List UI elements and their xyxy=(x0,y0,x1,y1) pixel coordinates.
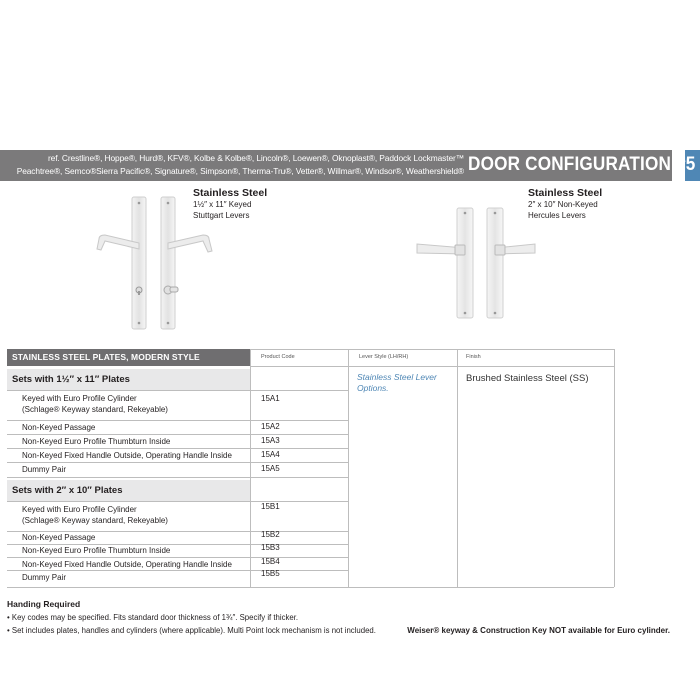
product-code: 15A3 xyxy=(261,436,280,445)
table-row: Dummy Pair xyxy=(22,465,67,474)
section-title: Sets with 2″ x 10″ Plates xyxy=(7,480,250,501)
table-row: Non-Keyed Fixed Handle Outside, Operating Handle Inside xyxy=(22,560,232,569)
table-row xyxy=(7,393,250,415)
table-row: Dummy Pair xyxy=(22,573,67,582)
row-name: Keyed with Euro Profile Cylinder xyxy=(22,505,137,514)
grid-line xyxy=(7,434,348,435)
hercules-lever-set-image xyxy=(405,200,545,325)
grid-line xyxy=(7,501,348,502)
page-title: DOOR CONFIGURATION #5 xyxy=(468,153,696,175)
grid-line xyxy=(614,349,615,587)
grid-line xyxy=(457,349,458,587)
grid-line xyxy=(7,420,348,421)
product-code: 15A4 xyxy=(261,450,280,459)
product-code: 15A5 xyxy=(261,464,280,473)
product-code: 15B1 xyxy=(261,502,280,511)
table-header: STAINLESS STEEL PLATES, MODERN STYLE xyxy=(7,349,250,366)
grid-line xyxy=(7,557,348,558)
product-code: 15B5 xyxy=(261,569,280,578)
table-row: Non-Keyed Euro Profile Thumbturn Inside xyxy=(22,546,171,555)
finish-value: Brushed Stainless Steel (SS) xyxy=(466,373,589,384)
product-size: 2″ x 10″ Non-Keyed xyxy=(528,200,598,209)
product-code: 15A2 xyxy=(261,422,280,431)
col-lever-style: Lever Style (LH/RH) xyxy=(359,354,409,360)
note-set-includes: • Set includes plates, handles and cylinders (where applicable). Multi Point lock mechanism is not included. xyxy=(7,626,376,635)
col-finish: Finish xyxy=(466,354,481,360)
grid-line xyxy=(7,462,348,463)
product-title: Stainless Steel xyxy=(528,187,603,199)
compatibility-refs xyxy=(17,152,464,178)
section-title: Sets with 1½″ x 11″ Plates xyxy=(7,369,250,390)
col-product-code: Product Code xyxy=(261,354,295,360)
grid-line xyxy=(250,349,614,350)
product-code: 15A1 xyxy=(261,394,280,403)
table-row: Non-Keyed Passage xyxy=(22,423,96,432)
grid-line xyxy=(7,570,348,571)
product-size: 1½″ x 11″ Keyed xyxy=(193,200,252,209)
stuttgart-lever-set-image xyxy=(75,195,235,335)
table-row: Non-Keyed Euro Profile Thumbturn Inside xyxy=(22,437,171,446)
table-row: Non-Keyed Fixed Handle Outside, Operating Handle Inside xyxy=(22,451,232,460)
row-name: Keyed with Euro Profile Cylinder xyxy=(22,394,137,403)
grid-line xyxy=(7,477,348,478)
product-table xyxy=(7,349,614,587)
row-sub: (Schlage® Keyway standard, Rekeyable) xyxy=(22,405,168,414)
product-lever: Stuttgart Levers xyxy=(193,210,250,220)
grid-line xyxy=(7,587,614,588)
product-lever: Hercules Levers xyxy=(528,210,586,220)
grid-line xyxy=(7,390,348,391)
lever-options-link[interactable]: Stainless Steel Lever Options. xyxy=(357,372,437,393)
keyway-warning: Weiser® keyway & Construction Key NOT available for Euro cylinder. xyxy=(407,626,670,635)
product-title: Stainless Steel xyxy=(193,187,268,199)
refs-line-2: Peachtree®, Semco®Sierra Pacific®, Signature®, Simpson®, Therma-Tru®, Vetter®, Willmar®, Windsor®, Weathershield® xyxy=(16,166,464,176)
grid-line xyxy=(348,349,349,587)
table-row: Non-Keyed Passage xyxy=(22,533,96,542)
handing-heading: Handing Required xyxy=(7,599,81,609)
grid-line xyxy=(250,366,614,367)
grid-line xyxy=(250,349,251,587)
refs-line-1: ref. Crestline®, Hoppe®, Hurd®, KFV®, Kolbe & Kolbe®, Lincoln®, Loewen®, Oknoplast®, Paddock Lockmaster™ xyxy=(47,153,464,163)
product-code: 15B4 xyxy=(261,557,280,566)
table-row xyxy=(7,504,250,526)
grid-line xyxy=(7,448,348,449)
product-code: 15B2 xyxy=(261,530,280,539)
product-code: 15B3 xyxy=(261,543,280,552)
row-sub: (Schlage® Keyway standard, Rekeyable) xyxy=(22,516,168,525)
note-key-codes: • Key codes may be specified. Fits standard door thickness of 1¾″. Specify if thicker. xyxy=(7,613,299,622)
